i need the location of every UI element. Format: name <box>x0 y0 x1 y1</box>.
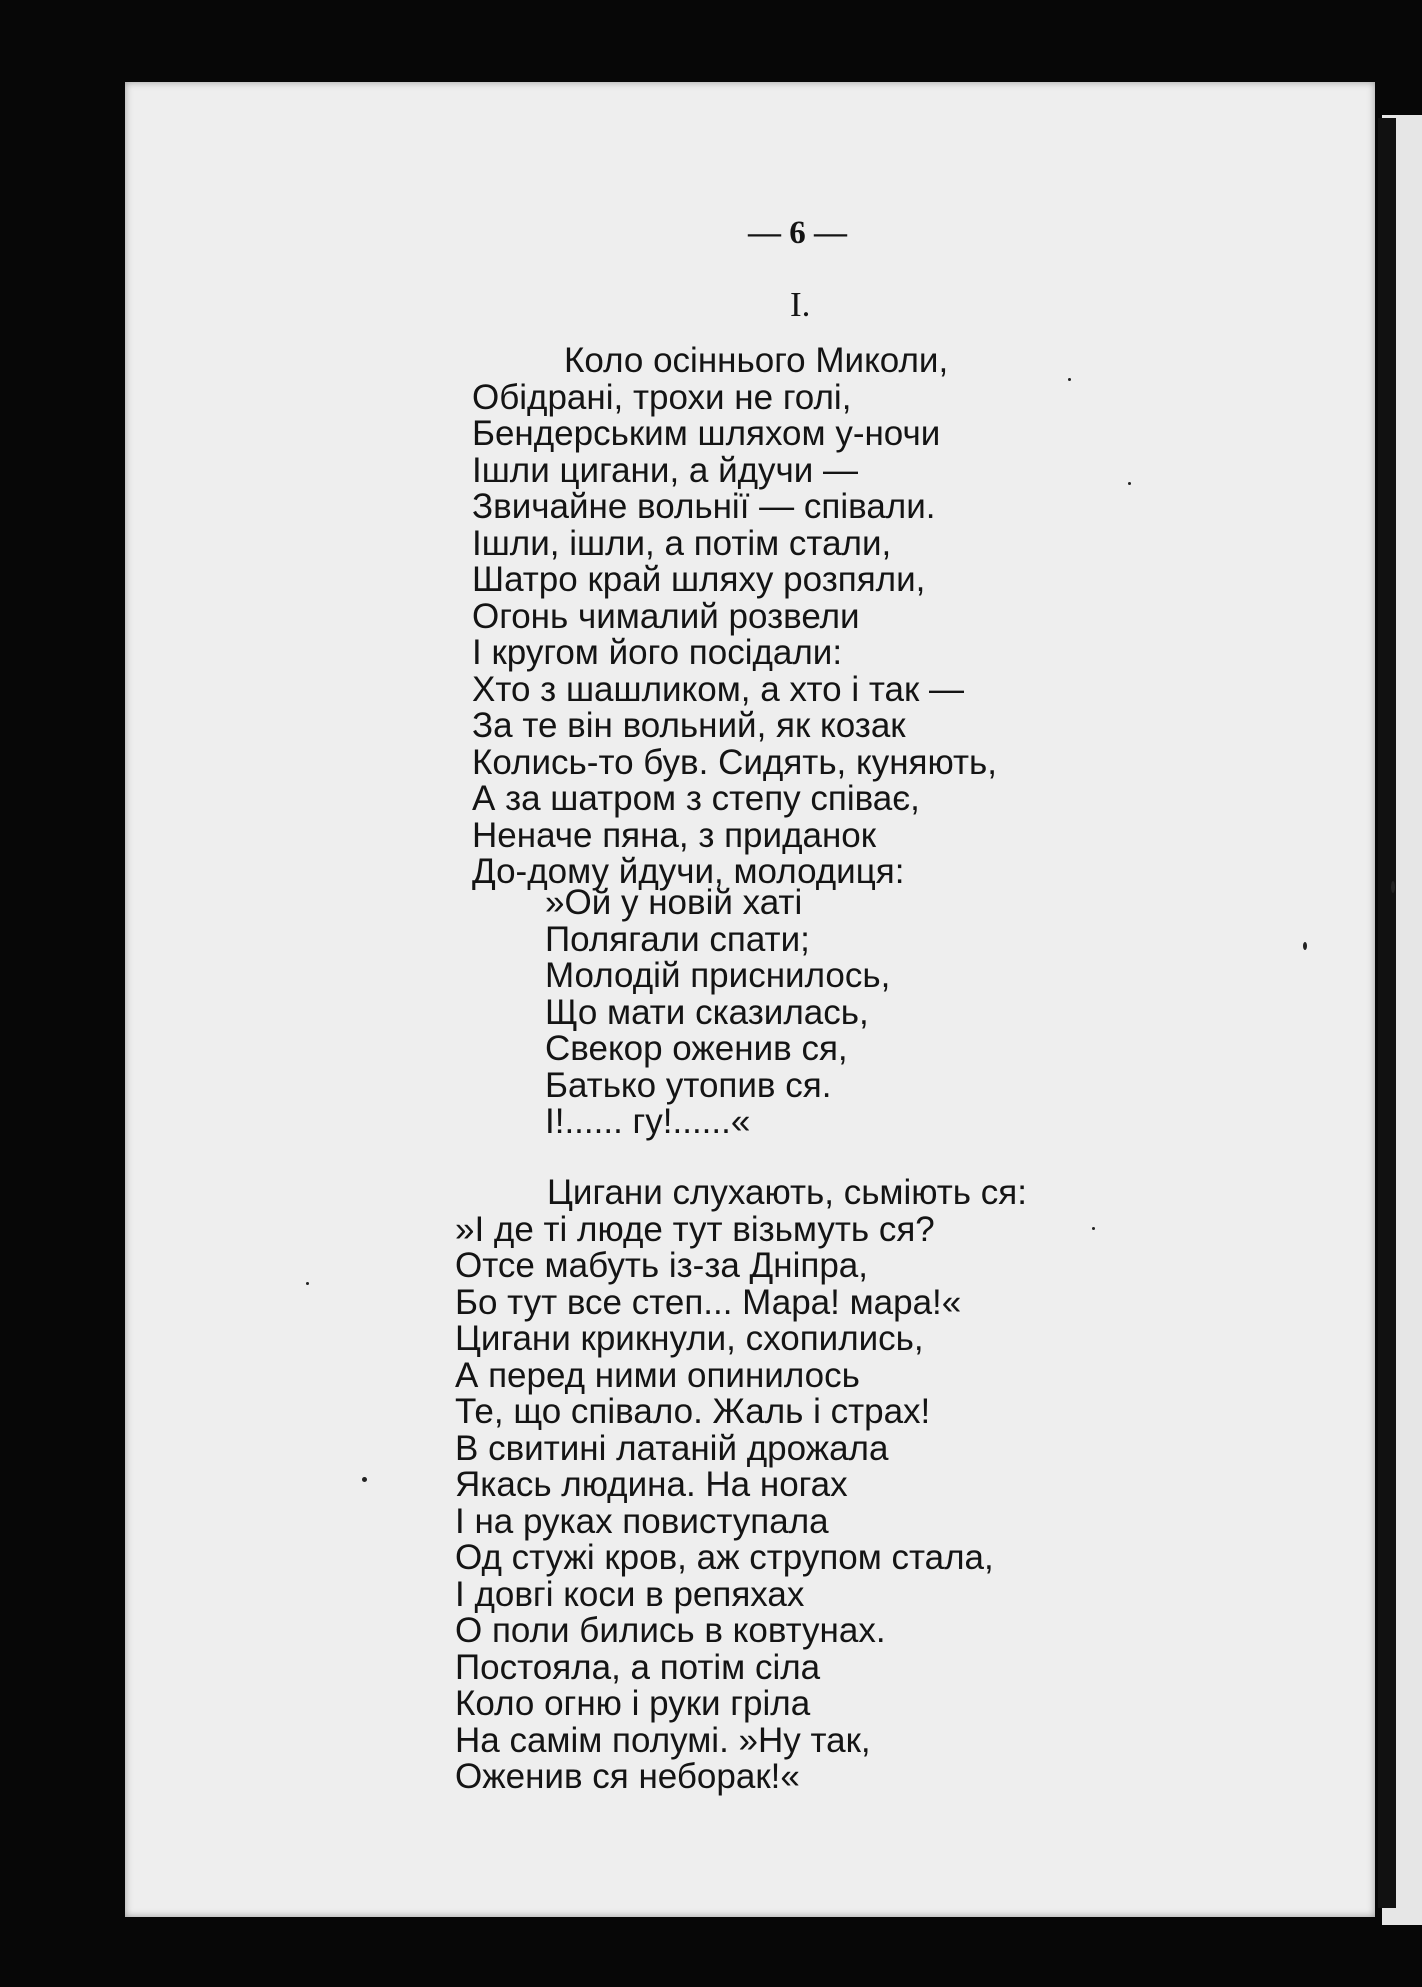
song-line: Молодій приснилось, <box>545 956 891 995</box>
verse-line: А за шатром з степу співає, <box>472 779 920 818</box>
verse-line: Оженив ся неборак!« <box>455 1757 800 1796</box>
song-line: Полягали спати; <box>545 919 810 959</box>
verse-line: На самім полумі. »Ну так, <box>455 1720 871 1760</box>
dust-speck <box>1391 881 1395 893</box>
song-line: І!...... гу!......« <box>545 1102 751 1141</box>
verse-line: Коло осіннього Миколи, <box>564 341 949 380</box>
verse-line: Огонь чималий розвели <box>472 596 860 636</box>
verse-line: Шатро край шляху розпяли, <box>472 560 926 599</box>
stanza-1 <box>472 343 997 891</box>
verse-line: Ішли цигани, а йдучи — <box>472 450 859 490</box>
verse-line: Звичайне вольнії — співали. <box>472 487 936 526</box>
verse-line: Те, що співало. Жаль і страх! <box>455 1392 931 1431</box>
verse-line: Неначе пяна, з приданок <box>472 815 877 855</box>
verse-line: До-дому йдучи, молодиця: <box>472 852 905 891</box>
verse-line: Обідрані, трохи не голі, <box>472 377 852 417</box>
verse-line: І на руках повиступала <box>455 1501 829 1541</box>
dust-speck <box>1303 942 1307 950</box>
verse-line: О поли бились в ковтунах. <box>455 1611 886 1650</box>
dust-speck <box>1068 378 1071 381</box>
verse-line: І кругом його посідали: <box>472 633 843 672</box>
verse-line: Од стужі кров, аж струпом стала, <box>455 1538 994 1577</box>
verse-line: Отсе мабуть із-за Дніпра, <box>455 1246 868 1285</box>
verse-line: Цигани крикнули, схопились, <box>455 1319 924 1358</box>
verse-line: В свитині латаній дрожала <box>455 1428 889 1468</box>
verse-line: Колись-то був. Сидять, куняють, <box>472 742 997 782</box>
verse-line: Постояла, а потім сіла <box>455 1647 821 1687</box>
verse-line: Хто з шашликом, а хто і так — <box>472 669 964 709</box>
verse-line: »І де ті люде тут візьмуть ся? <box>455 1209 935 1249</box>
song-line: Свекор оженив ся, <box>545 1029 848 1068</box>
verse-line: А перед ними опинилось <box>455 1355 860 1395</box>
song-line: Що мати сказилась, <box>545 992 869 1032</box>
dust-speck <box>1092 1227 1095 1230</box>
section-number: I. <box>790 285 811 324</box>
page-gutter <box>1378 118 1396 1908</box>
dust-speck <box>306 1282 309 1285</box>
verse-line: Бендерським шляхом у-ночи <box>472 414 941 453</box>
song-stanza <box>545 885 890 1141</box>
page-number: — 6 — <box>748 215 847 251</box>
verse-line: Коло огню і руки гріла <box>455 1684 811 1723</box>
song-line: »Ой у новій хаті <box>545 883 803 922</box>
verse-line: І довгі коси в репяхах <box>455 1574 805 1614</box>
verse-line: Бо тут все степ... Мара! мара!« <box>455 1282 962 1322</box>
dust-speck <box>362 1477 367 1482</box>
verse-line: Якась людина. На ногах <box>455 1465 848 1504</box>
stanza-2 <box>455 1175 1027 1796</box>
dust-speck <box>1128 482 1131 485</box>
verse-line: Цигани слухають, сьміють ся: <box>547 1173 1027 1212</box>
verse-line: Ішли, ішли, а потім стали, <box>472 523 892 563</box>
verse-line: За те він вольний, як козак <box>472 706 906 745</box>
song-line: Батько утопив ся. <box>545 1065 832 1105</box>
